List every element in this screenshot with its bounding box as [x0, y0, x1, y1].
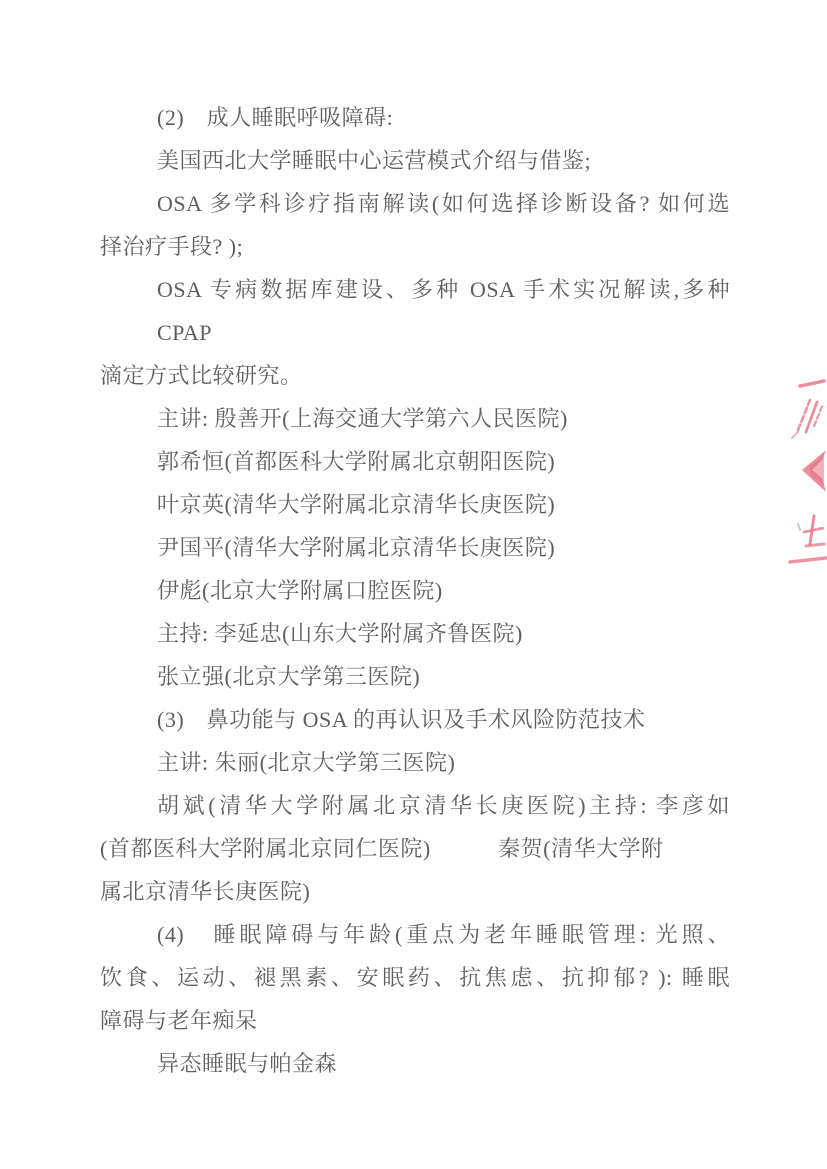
- chair-qin-he-1: (首都医科大学附属北京同仁医院) 秦贺(清华大学附: [100, 836, 664, 861]
- speaker-yin-guoping: 尹国平(清华大学附属北京清华长庚医院): [157, 535, 556, 560]
- chair-zhang-liqiang: 张立强(北京大学第三医院): [157, 664, 421, 689]
- red-seal-stamp-fragment-icon: [784, 374, 827, 570]
- section-4-heading-2: 饮食、运动、褪黑素、安眠药、抗焦虑、抗抑郁? ): 睡眠: [100, 965, 730, 990]
- topic-parasomnia-parkinson: 异态睡眠与帕金森: [157, 1051, 338, 1076]
- speaker-hu-bin-chair-li-yanru: 胡斌(清华大学附属北京清华长庚医院)主持: 李彦如: [157, 793, 730, 818]
- section-3-heading: (3) 鼻功能与 OSA 的再认识及手术风险防范技术: [157, 707, 646, 732]
- section-2-heading: (2) 成人睡眠呼吸障碍:: [157, 105, 394, 130]
- chair-qin-he-2: 属北京清华长庚医院): [100, 879, 311, 904]
- chair-li-yanzhong: 主持: 李延忠(山东大学附属齐鲁医院): [157, 621, 523, 646]
- section-4-heading-1: (4) 睡眠障碍与年龄(重点为老年睡眠管理: 光照、: [157, 922, 730, 947]
- topic-osa-database-1: OSA 专病数据库建设、多种 OSA 手术实况解读,多种 CPAP: [157, 277, 736, 345]
- speaker-yin-shankai: 主讲: 殷善开(上海交通大学第六人民医院): [157, 406, 568, 431]
- topic-osa-database-2: 滴定方式比较研究。: [100, 363, 303, 388]
- speaker-zhu-li: 主讲: 朱丽(北京大学第三医院): [157, 750, 456, 775]
- topic-northwestern-center: 美国西北大学睡眠中心运营模式介绍与借鉴;: [157, 148, 592, 173]
- speaker-ye-jingying: 叶京英(清华大学附属北京清华长庚医院): [157, 492, 556, 517]
- speaker-yi-biao: 伊彪(北京大学附属口腔医院): [157, 578, 443, 603]
- section-4-heading-3: 障碍与老年痴呆: [100, 1008, 258, 1033]
- topic-osa-guideline-2: 择治疗手段? );: [100, 234, 244, 259]
- document-body: [100, 96, 736, 1085]
- speaker-guo-xiheng: 郭希恒(首都医科大学附属北京朝阳医院): [157, 449, 556, 474]
- topic-osa-guideline-1: OSA 多学科诊疗指南解读(如何选择诊断设备? 如何选: [157, 191, 730, 216]
